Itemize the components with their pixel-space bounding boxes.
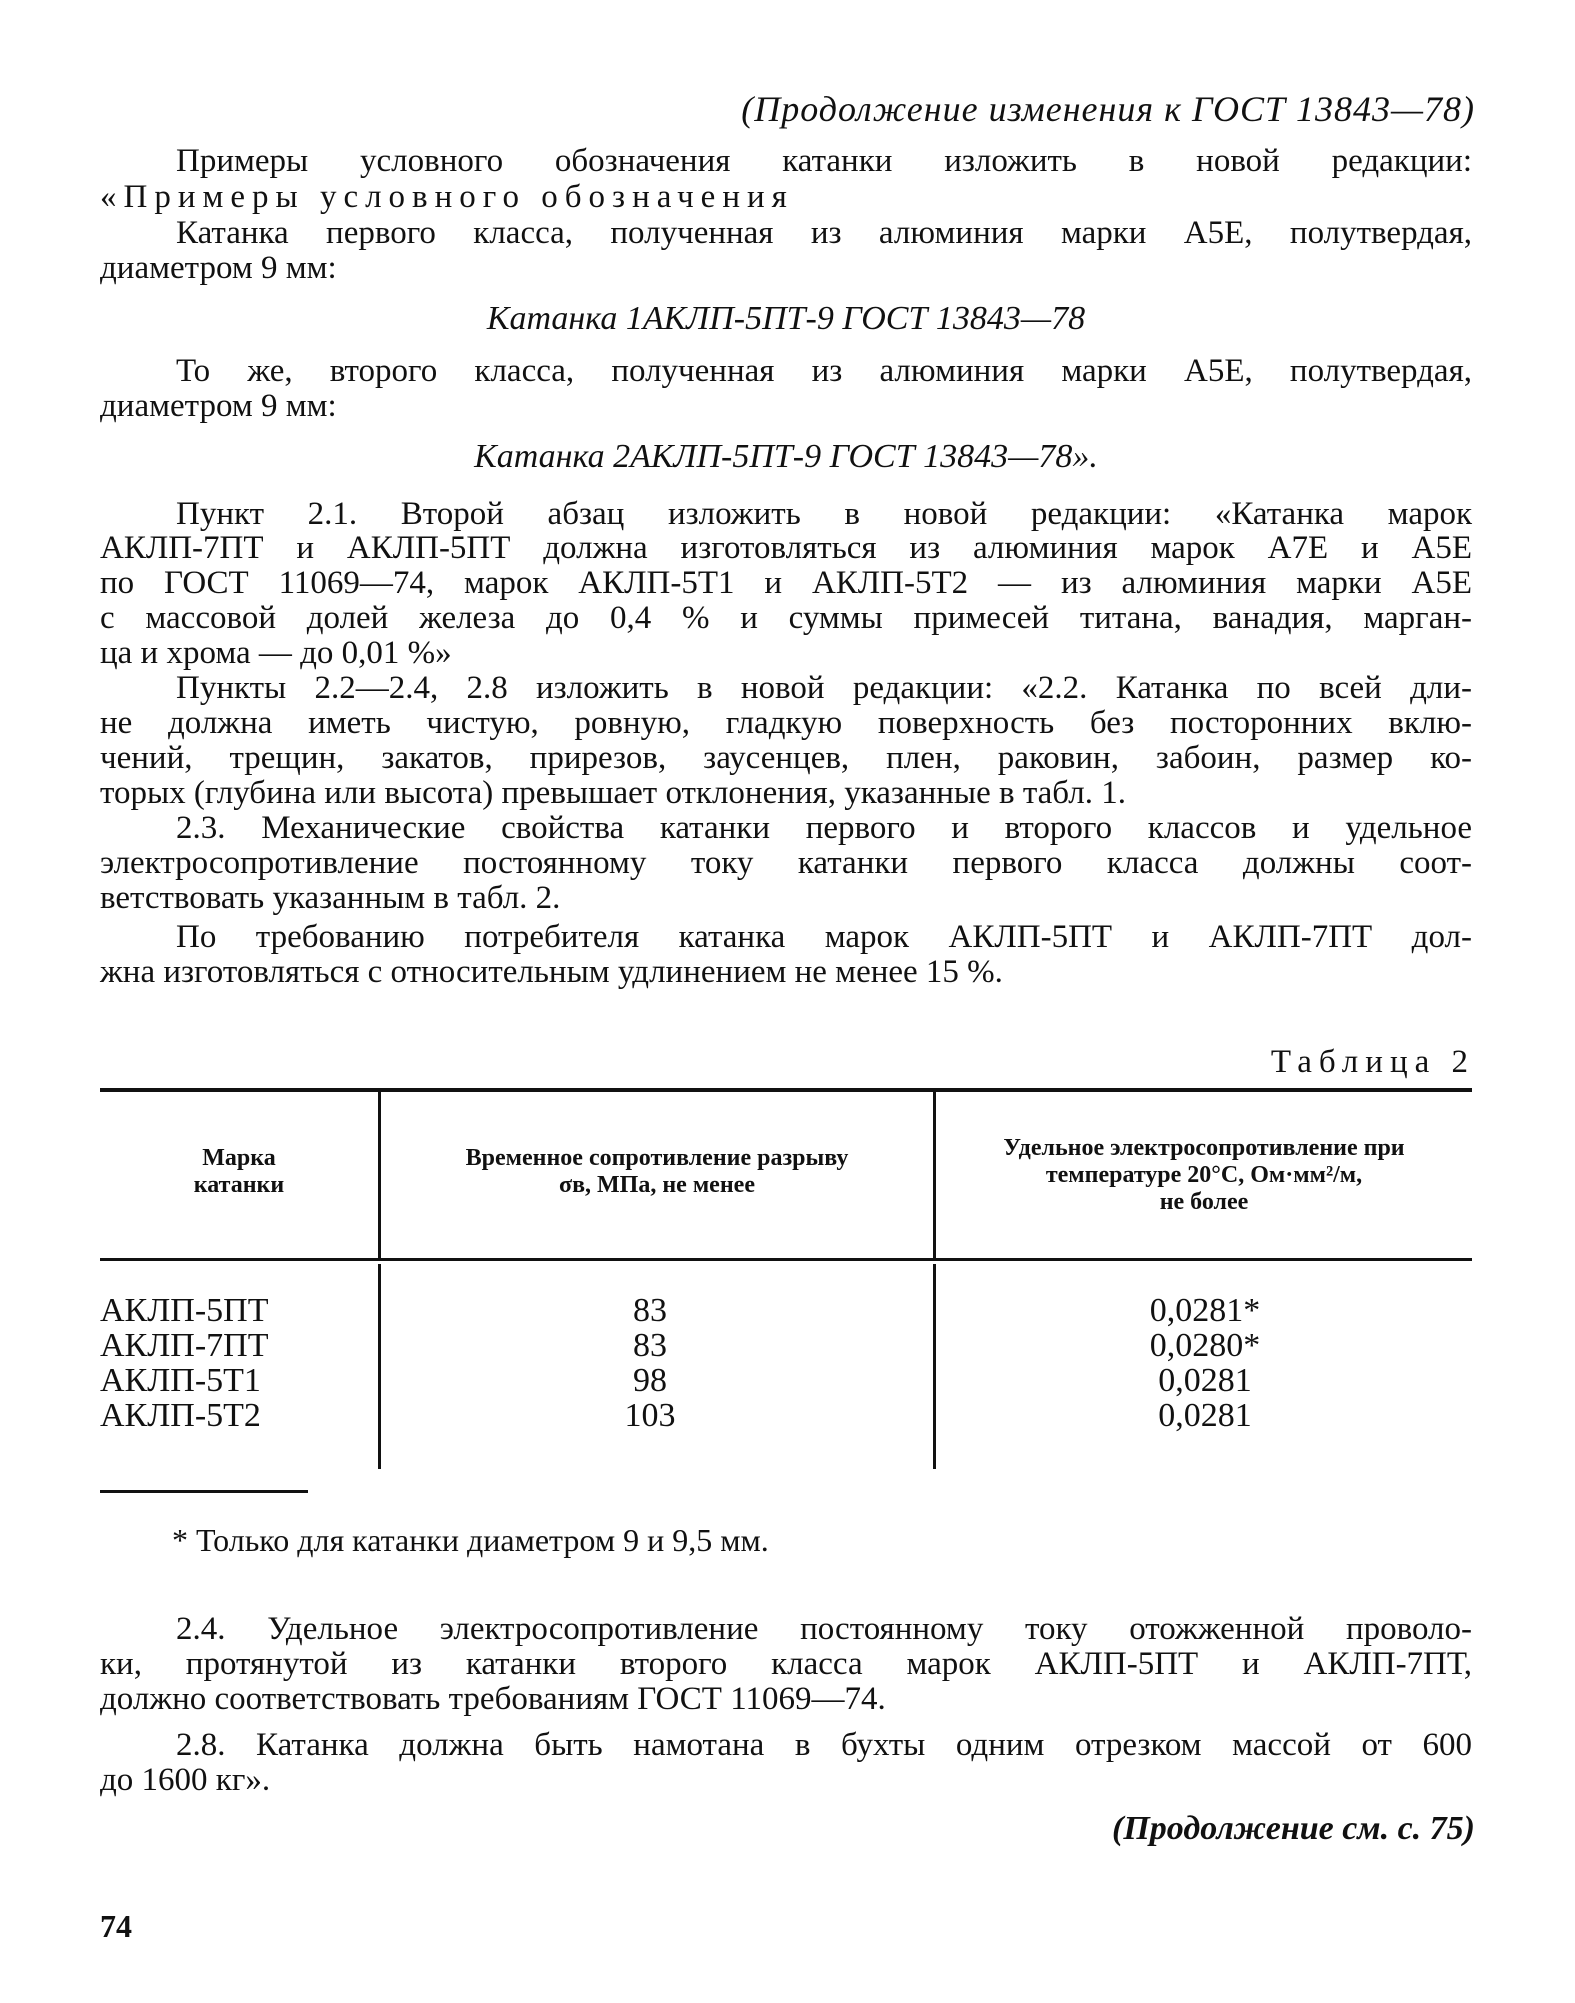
table-cell-mark: АКЛП-5ПТ [100,1292,269,1329]
paragraph-line: по ГОСТ 11069—74, марок АКЛП-5Т1 и АКЛП-5Т2 — из алюминия марки А5Е [100,565,1472,601]
paragraph-example2-desc-end: диаметром 9 мм: [100,388,337,424]
paragraph-line: ветствовать указанным в табл. 2. [100,880,561,916]
paragraph-example1-desc-end: диаметром 9 мм: [100,250,337,286]
table-cell-resistance: 0,0281 [1158,1362,1252,1399]
table-caption: Таблица 2 [1270,1044,1475,1080]
table-footnote: * Только для катанки диаметром 9 и 9,5 мм. [172,1522,769,1558]
table-header-mark [100,1145,378,1199]
continuation-header: (Продолжение изменения к ГОСТ 13843—78) [741,89,1475,129]
table-cell-resistance: 0,0281* [1149,1292,1261,1329]
paragraph-line: торых (глубина или высота) превышает отклонения, указанные в табл. 1. [100,775,1126,811]
paragraph-line: Пункты 2.2—2.4, 2.8 изложить в новой редакции: «2.2. Катанка по всей дли- [176,670,1472,706]
table-top-rule [100,1088,1472,1092]
header-line: σв, МПа, не менее [559,1172,755,1198]
paragraph-line: 2.3. Механические свойства катанки первого и второго классов и удельное [176,810,1472,846]
page-number: 74 [100,1908,132,1944]
paragraph-example2-desc: То же, второго класса, полученная из алюминия марки А5Е, полутвердая, [176,353,1472,389]
paragraph-line: 2.8. Катанка должна быть намотана в бухты одним отрезком массой от 600 [176,1727,1472,1763]
table-header-resistance [936,1135,1472,1216]
header-line: катанки [193,1172,285,1198]
paragraph-line: ца и хрома — до 0,01 %» [100,635,452,671]
example-designation-1: Катанка 1АКЛП-5ПТ-9 ГОСТ 13843—78 [486,300,1086,337]
example-designation-2: Катанка 2АКЛП-5ПТ-9 ГОСТ 13843—78». [474,438,1098,475]
paragraph-examples-intro: Примеры условного обозначения катанки изложить в новой редакции: [176,143,1472,179]
header-line: температуре 20°С, Ом·мм²/м, [1045,1162,1363,1188]
table-cell-resistance: 0,0280* [1149,1327,1261,1364]
header-line: Удельное электросопротивление при [1003,1135,1405,1161]
paragraph-line: чений, трещин, закатов, прирезов, заусенцев, плен, раковин, забоин, размер ко- [100,740,1472,776]
table-header-strength [381,1145,933,1199]
paragraph-examples-heading: «Примеры условного обозначения [100,179,794,215]
footnote-rule [100,1490,308,1493]
table-cell-strength: 103 [624,1397,676,1434]
paragraph-line: с массовой долей железа до 0,4 % и суммы примесей титана, ванадия, марган- [100,600,1472,636]
paragraph-line: ки, протянутой из катанки второго класса марок АКЛП-5ПТ и АКЛП-7ПТ, [100,1646,1472,1682]
paragraph-line: АКЛП-7ПТ и АКЛП-5ПТ должна изготовляться из алюминия марок А7Е и А5Е [100,530,1472,566]
table-cell-mark: АКЛП-7ПТ [100,1327,269,1364]
header-line: не более [1159,1189,1249,1215]
table-cell-strength: 83 [633,1292,667,1329]
table-header-rule [100,1258,1472,1261]
paragraph-example1-desc: Катанка первого класса, полученная из алюминия марки А5Е, полутвердая, [176,215,1472,251]
paragraph-line: должно соответствовать требованиям ГОСТ 11069—74. [100,1681,886,1717]
paragraph-line: 2.4. Удельное электросопротивление постоянному току отожженной проволо- [176,1611,1472,1647]
table-cell-strength: 83 [633,1327,667,1364]
table-cell-strength: 98 [633,1362,667,1399]
table-cell-resistance: 0,0281 [1158,1397,1252,1434]
paragraph-line: жна изготовляться с относительным удлинением не менее 15 %. [100,954,1003,990]
table-cell-mark: АКЛП-5Т1 [100,1362,261,1399]
continuation-footer: (Продолжение см. с. 75) [1112,1810,1475,1847]
paragraph-line: Пункт 2.1. Второй абзац изложить в новой редакции: «Катанка марок [176,496,1472,532]
table-cell-mark: АКЛП-5Т2 [100,1397,261,1434]
paragraph-line: электросопротивление постоянному току катанки первого класса должны соот- [100,845,1472,881]
paragraph-line: По требованию потребителя катанка марок АКЛП-5ПТ и АКЛП-7ПТ дол- [176,919,1472,955]
paragraph-line: не должна иметь чистую, ровную, гладкую поверхность без посторонних вклю- [100,705,1472,741]
header-line: Марка [202,1145,276,1171]
header-line: Временное сопротивление разрыву [465,1145,849,1171]
paragraph-line: до 1600 кг». [100,1762,271,1798]
